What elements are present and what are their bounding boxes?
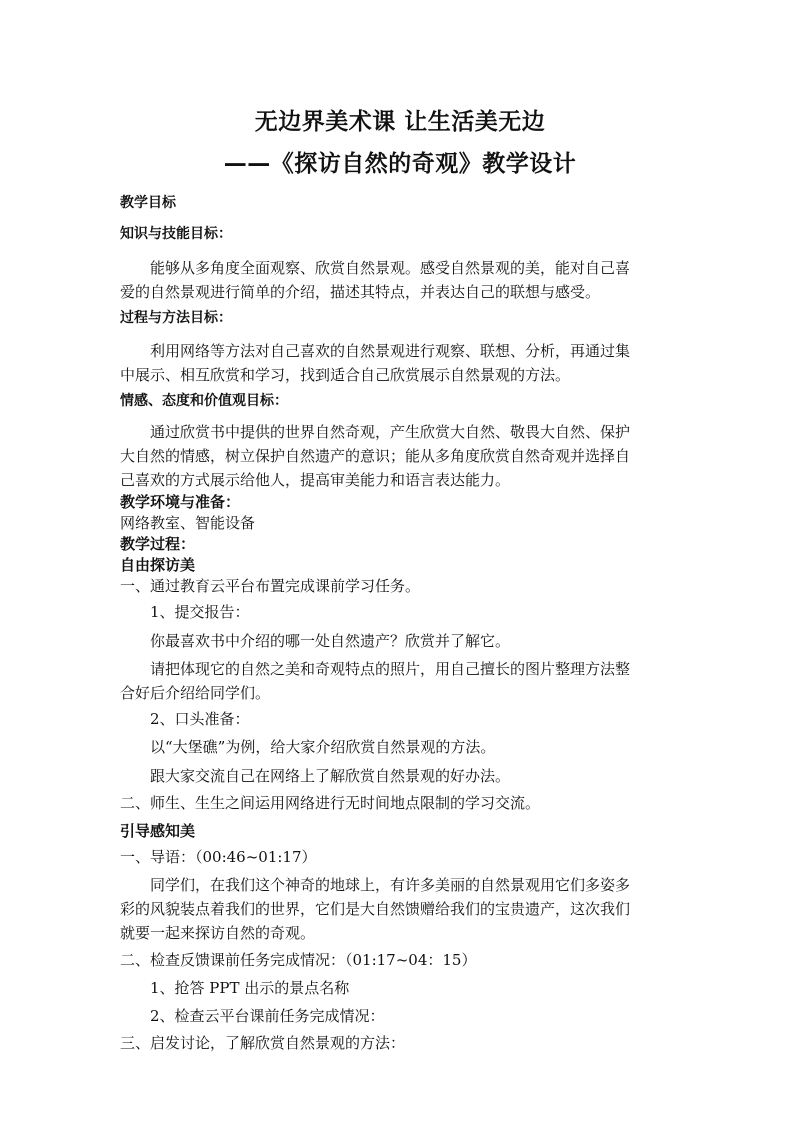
goals-heading: 教学目标 — [120, 195, 176, 211]
emotion-heading: 情感、态度和价值观目标： — [120, 393, 288, 409]
process-paragraph-line-1: 利用网络等方法对自己喜欢的自然景观进行观察、联想、分析，再通过集 — [150, 342, 631, 360]
section2-intro-line-1: 同学们，在我们这个神奇的地球上，有许多美丽的自然景观用它们多姿多 — [150, 876, 631, 894]
section2-item-2: 二、检查反馈课前任务完成情况：（01:17~04：15） — [120, 951, 477, 969]
section2-sub-1: 1、抢答 PPT 出示的景点名称 — [150, 979, 350, 997]
process-section-heading: 教学过程： — [120, 535, 196, 553]
section1-sub-2-b: 跟大家交流自己在网络上了解欣赏自然景观的好办法。 — [150, 767, 511, 785]
title-line-1: 无边界美术课 让生活美无边 — [254, 109, 546, 135]
section2-heading: 引导感知美 — [120, 822, 196, 840]
environment-heading: 教学环境与准备： — [120, 493, 241, 511]
section1-item-2: 二、师生、生生之间运用网络进行无时间地点限制的学习交流。 — [120, 794, 541, 812]
process-paragraph-line-2: 中展示、相互欣赏和学习，找到适合自己欣赏展示自然景观的方法。 — [120, 366, 571, 384]
emotion-paragraph-line-2: 大自然的情感，树立保护自然遗产的意识；能从多角度欣赏自然奇观并选择自 — [120, 447, 631, 465]
section2-intro-line-3: 就要一起来探访自然的奇观。 — [120, 924, 316, 942]
section1-sub-1: 1、提交报告： — [150, 603, 250, 621]
section2-intro-line-2: 彩的风貌装点着我们的世界，它们是大自然馈赠给我们的宝贵遗产，这次我们 — [120, 900, 631, 918]
emotion-paragraph-line-3: 己喜欢的方式展示给他人，提高审美能力和语言表达能力。 — [120, 471, 511, 489]
knowledge-paragraph-line-1: 能够从多角度全面观察、欣赏自然景观。感受自然景观的美，能对自己喜 — [150, 259, 631, 277]
section2-item-3: 三、启发讨论，了解欣赏自然景观的方法： — [120, 1034, 406, 1052]
knowledge-heading: 知识与技能目标： — [120, 226, 232, 242]
section1-sub-1-paragraph-line-1: 请把体现它的自然之美和奇观特点的照片，用自己擅长的图片整理方法整 — [150, 660, 631, 678]
section2-item-1: 一、导语：（00:46~01:17） — [120, 848, 317, 866]
title-line-2: ——《探访自然的奇观》教学设计 — [223, 151, 577, 177]
emotion-paragraph-line-1: 通过欣赏书中提供的世界自然奇观，产生欣赏大自然、敬畏大自然、保护 — [150, 423, 631, 441]
section1-heading: 自由探访美 — [120, 556, 196, 574]
section1-sub-2: 2、口头准备： — [150, 710, 250, 728]
process-heading: 过程与方法目标： — [120, 310, 232, 326]
section2-sub-2: 2、检查云平台课前任务完成情况： — [150, 1007, 385, 1025]
knowledge-paragraph-line-2: 爱的自然景观进行简单的介绍，描述其特点，并表达自己的联想与感受。 — [120, 283, 601, 301]
environment-text: 网络教室、智能设备 — [120, 514, 256, 532]
section1-sub-1-paragraph-line-2: 合好后介绍给同学们。 — [120, 684, 271, 702]
section1-sub-2-a: 以“大堡礁”为例，给大家介绍欣赏自然景观的方法。 — [150, 738, 496, 756]
section1-item-1: 一、通过教育云平台布置完成课前学习任务。 — [120, 577, 421, 595]
section1-sub-1-question: 你最喜欢书中介绍的哪一处自然遗产？欣赏并了解它。 — [150, 632, 511, 650]
